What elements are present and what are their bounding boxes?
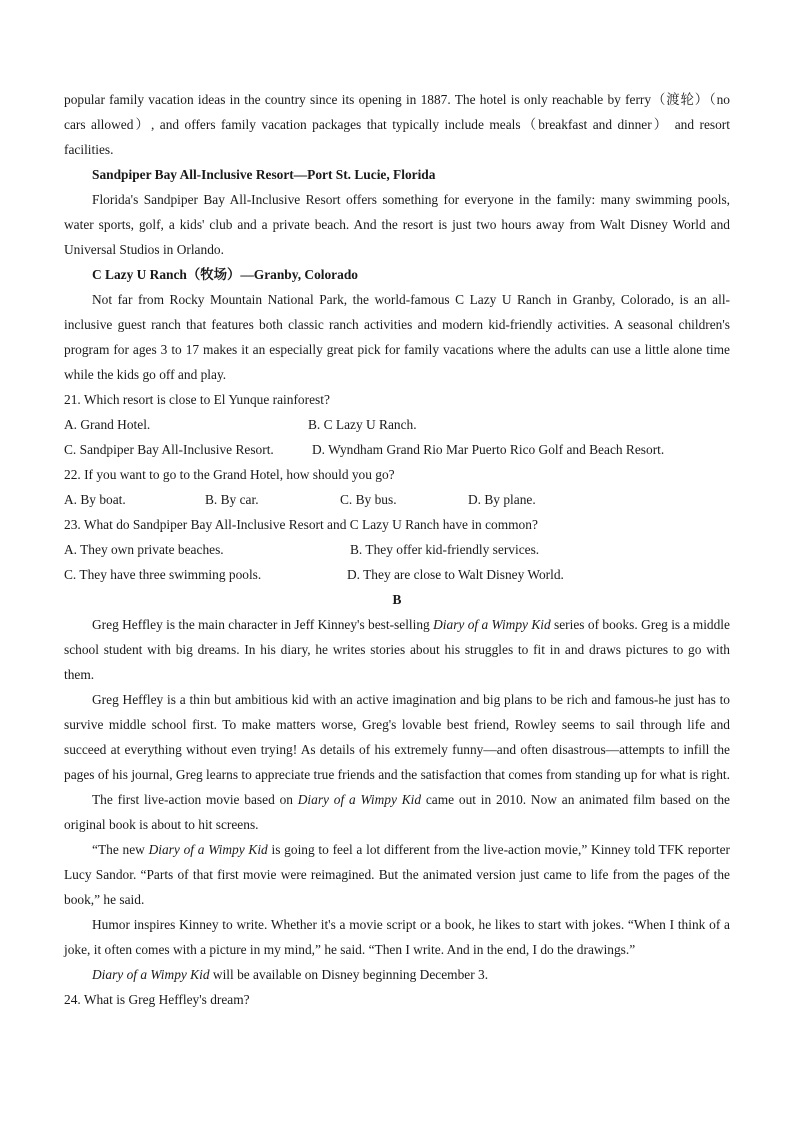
p6-text-b: will be available on Disney beginning December 3. <box>209 967 489 982</box>
p3-text-a: The first live-action movie based on <box>92 792 298 807</box>
question-22-option-a: A. By boat. <box>64 492 126 507</box>
section-b-paragraph-1 <box>64 612 730 687</box>
question-23-option-c: C. They have three swimming pools. <box>64 567 262 582</box>
question-24-stem: 24. What is Greg Heffley's dream? <box>64 992 250 1007</box>
section-b-paragraph-4 <box>64 837 730 912</box>
p1-text-a: Greg Heffley is the main character in Jeff Kinney's best-selling <box>92 617 434 632</box>
question-21-option-b: B. C Lazy U Ranch. <box>308 417 417 432</box>
clazyu-body: Not far from Rocky Mountain National Park, the world-famous C Lazy U Ranch in Granby, Colorado, is an all-inclusive guest ranch that features both classic ranch activities and modern kid-friendly activities. A seasonal children's program for ages 3 to 17 makes it an especially great pick for family vacations where the adults can use a little alone time while the kids go off and play. <box>64 292 730 382</box>
question-22-stem: 22. If you want to go to the Grand Hotel, how should you go? <box>64 467 395 482</box>
question-23-options-row-1 <box>64 537 730 562</box>
p4-text-b: is going to feel a lot different from the live-action movie,” Kinney told TFK reporter Lucy Sandor. “Parts of that first movie were reimagined. But the animated version just came to life from the pages of the book,” he said. <box>64 842 730 907</box>
question-22-option-d: D. By plane. <box>468 492 536 507</box>
question-21-option-a: A. Grand Hotel. <box>64 417 151 432</box>
book-title: Diary of a Wimpy Kid <box>433 617 551 632</box>
intro-paragraph: popular family vacation ideas in the country since its opening in 1887. The hotel is only reachable by ferry（渡轮）（no cars allowed）, and offers family vacation packages that typically include meals（breakfast and dinner） and resort facilities. <box>64 92 730 157</box>
section-b-paragraph-3 <box>64 787 730 837</box>
question-23-option-a: A. They own private beaches. <box>64 542 224 557</box>
section-b-paragraph-6 <box>64 962 730 987</box>
section-b-paragraph-2: Greg Heffley is a thin but ambitious kid with an active imagination and big plans to be rich and famous-he just has to survive middle school first. To make matters worse, Greg's lovable best friend, Rowley seems to sail through life and succeed at everything without even trying! As details of his extremely funny—and often disastrous—attempts to infill the pages of his journal, Greg learns to appreciate true friends and the satisfaction that comes from standing up for what is right. <box>64 692 730 782</box>
section-b-label: B <box>392 592 402 607</box>
question-22-option-c: C. By bus. <box>340 492 397 507</box>
book-title: Diary of a Wimpy Kid <box>297 792 422 807</box>
question-23-option-b: B. They offer kid-friendly services. <box>350 542 540 557</box>
question-23-option-d: D. They are close to Walt Disney World. <box>347 567 564 582</box>
question-23-stem: 23. What do Sandpiper Bay All-Inclusive Resort and C Lazy U Ranch have in common? <box>64 517 538 532</box>
p4-text-a: “The new <box>92 842 149 857</box>
question-23-options-row-2 <box>64 562 730 587</box>
question-21-options-row-1 <box>64 412 730 437</box>
question-21-option-c: C. Sandpiper Bay All-Inclusive Resort. <box>64 442 274 457</box>
sandpiper-body: Florida's Sandpiper Bay All-Inclusive Resort offers something for everyone in the family: many swimming pools, water sports, golf, a kids' club and a private beach. And the resort is just two hours away from Walt Disney World and Universal Studios in Orlando. <box>64 192 730 257</box>
question-21-stem: 21. Which resort is close to El Yunque rainforest? <box>64 392 330 407</box>
clazyu-heading: C Lazy U Ranch（牧场）—Granby, Colorado <box>92 267 358 282</box>
question-21-options-row-2 <box>64 437 730 462</box>
question-22-options <box>64 487 730 512</box>
section-b-paragraph-5: Humor inspires Kinney to write. Whether it's a movie script or a book, he likes to start with jokes. “When I think of a joke, it often comes with a picture in my mind,” he said. “Then I write. And in the end, I do the drawings.” <box>64 917 730 957</box>
p1-text-b: series of books. Greg is a middle school student with big dreams. In his diary, he writes stories about his struggles to fit in and draws pictures to go with them. <box>64 617 730 682</box>
p3-text-b: came out in 2010. Now an animated film based on the original book is about to hit screens. <box>64 792 730 832</box>
book-title: Diary of a Wimpy Kid <box>148 842 268 857</box>
question-22-option-b: B. By car. <box>205 492 259 507</box>
question-21-option-d: D. Wyndham Grand Rio Mar Puerto Rico Golf and Beach Resort. <box>312 442 665 457</box>
book-title: Diary of a Wimpy Kid <box>92 967 210 982</box>
sandpiper-heading: Sandpiper Bay All-Inclusive Resort—Port St. Lucie, Florida <box>92 167 436 182</box>
